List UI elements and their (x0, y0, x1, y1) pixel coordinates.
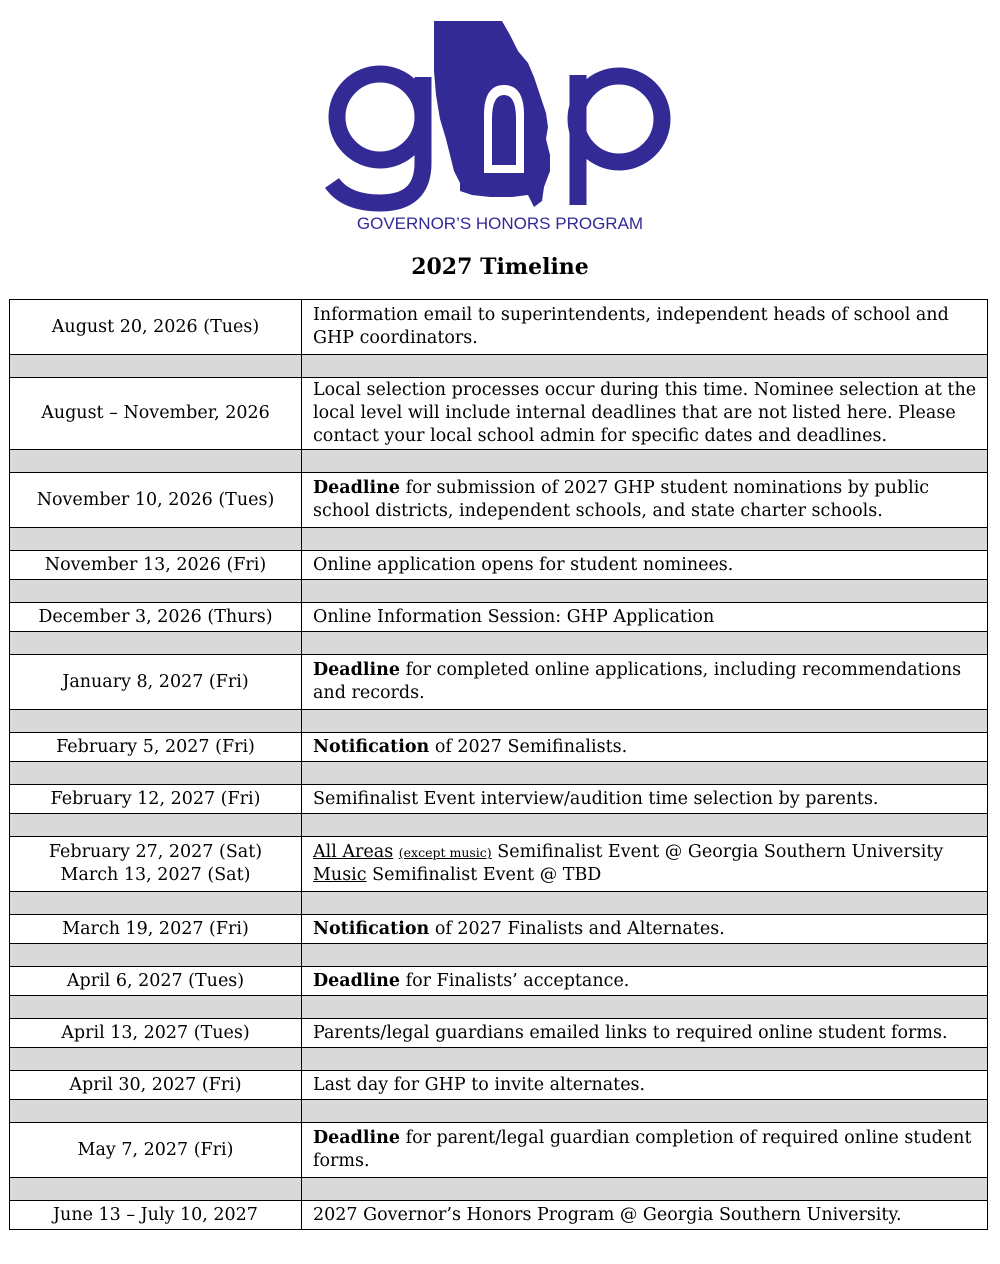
timeline-row (10, 551, 988, 580)
all-areas-label: All Areas (313, 842, 394, 862)
timeline-date (10, 733, 302, 762)
description-text: Last day for GHP to invite alternates. (313, 1074, 646, 1095)
timeline-description (302, 655, 988, 710)
timeline-description (302, 378, 988, 450)
timeline-description (302, 785, 988, 814)
spacer-row (10, 450, 988, 473)
timeline-row (10, 300, 988, 355)
timeline-description (302, 1071, 988, 1100)
description-lead: Notification (313, 918, 430, 939)
spacer-row (10, 1100, 988, 1123)
timeline-date (10, 603, 302, 632)
timeline-description (302, 1201, 988, 1230)
timeline-date (10, 837, 302, 892)
timeline-description (302, 551, 988, 580)
page-title: 2027 Timeline (411, 254, 589, 280)
date-text: December 3, 2026 (Thurs) (38, 606, 273, 627)
music-label: Music (313, 865, 367, 885)
timeline-description (302, 733, 988, 762)
spacer-row (10, 996, 988, 1019)
timeline-date (10, 655, 302, 710)
timeline-row (10, 837, 988, 892)
spacer-cell (302, 355, 988, 378)
timeline-date (10, 967, 302, 996)
spacer-cell (10, 710, 302, 733)
timeline-date (10, 551, 302, 580)
timeline-date (10, 1019, 302, 1048)
timeline-description (302, 967, 988, 996)
timeline-date (10, 300, 302, 355)
timeline-description (302, 603, 988, 632)
timeline-row (10, 378, 988, 450)
date-text: November 10, 2026 (Tues) (36, 489, 275, 510)
date-text: February 5, 2027 (Fri) (56, 736, 255, 757)
description-text: Semifinalist Event interview/audition time selection by parents. (313, 788, 879, 809)
description-lead: Deadline (313, 1128, 401, 1148)
program-name: GOVERNOR’S HONORS PROGRAM (356, 214, 644, 233)
spacer-row (10, 710, 988, 733)
spacer-cell (10, 1100, 302, 1123)
date-text-2: March 13, 2027 (Sat) (60, 865, 251, 885)
date-text: August 20, 2026 (Tues) (51, 316, 260, 337)
spacer-cell (10, 996, 302, 1019)
description-text-2: Semifinalist Event @ TBD (366, 865, 602, 885)
spacer-row (10, 580, 988, 603)
date-text: March 19, 2027 (Fri) (62, 918, 249, 939)
timeline-date (10, 1071, 302, 1100)
timeline-row (10, 785, 988, 814)
description-lead: Deadline (313, 970, 401, 991)
date-text: April 6, 2027 (Tues) (66, 970, 245, 991)
description-text: for completed online applications, including recommendations and records. (313, 660, 962, 703)
spacer-cell (302, 528, 988, 551)
description-text: Local selection processes occur during this time. Nominee selection at the local level will include internal deadlines that are not listed here. Please contact your local school admin for specific dates and deadlines. (313, 380, 977, 446)
spacer-cell (302, 996, 988, 1019)
date-text: April 30, 2027 (Fri) (69, 1074, 242, 1095)
timeline-description (302, 473, 988, 528)
spacer-cell (302, 814, 988, 837)
date-text: May 7, 2027 (Fri) (77, 1139, 234, 1160)
timeline-date (10, 378, 302, 450)
timeline-row (10, 655, 988, 710)
date-text: February 27, 2027 (Sat) (48, 842, 263, 862)
description-text: Online Information Session: GHP Application (313, 606, 715, 627)
spacer-row (10, 814, 988, 837)
spacer-cell (10, 632, 302, 655)
spacer-cell (302, 450, 988, 473)
description-text: Parents/legal guardians emailed links to required online student forms. (313, 1022, 948, 1043)
spacer-cell (10, 450, 302, 473)
spacer-row (10, 892, 988, 915)
timeline-date (10, 785, 302, 814)
timeline-date (10, 915, 302, 944)
date-text: February 12, 2027 (Fri) (50, 788, 261, 809)
spacer-row (10, 528, 988, 551)
spacer-cell (302, 632, 988, 655)
description-text: of 2027 Finalists and Alternates. (429, 918, 725, 939)
spacer-cell (302, 1100, 988, 1123)
spacer-cell (302, 762, 988, 785)
timeline-row (10, 603, 988, 632)
spacer-row (10, 762, 988, 785)
description-lead: Notification (313, 736, 430, 757)
timeline-description (302, 915, 988, 944)
spacer-cell (302, 892, 988, 915)
timeline-row (10, 1019, 988, 1048)
timeline-row (10, 1071, 988, 1100)
timeline-row (10, 733, 988, 762)
except-music-note: (except music) (398, 845, 492, 860)
spacer-cell (10, 1048, 302, 1071)
description-text: of 2027 Semifinalists. (429, 736, 628, 757)
spacer-cell (10, 892, 302, 915)
spacer-cell (10, 762, 302, 785)
spacer-row (10, 1178, 988, 1201)
spacer-cell (302, 1048, 988, 1071)
timeline-description (302, 837, 988, 892)
timeline-description (302, 300, 988, 355)
spacer-cell (10, 1178, 302, 1201)
timeline-description (302, 1019, 988, 1048)
spacer-cell (302, 944, 988, 967)
date-text: June 13 – July 10, 2027 (53, 1204, 258, 1225)
description-lead: Deadline (313, 478, 401, 498)
spacer-row (10, 944, 988, 967)
timeline-date (10, 1201, 302, 1230)
spacer-cell (10, 528, 302, 551)
date-text: April 13, 2027 (Tues) (61, 1022, 250, 1043)
description-lead: Deadline (313, 660, 401, 680)
spacer-cell (302, 580, 988, 603)
description-text: for parent/legal guardian completion of required online student forms. (313, 1128, 972, 1171)
ghp-logo (322, 15, 678, 235)
description-text: for Finalists’ acceptance. (400, 970, 630, 991)
spacer-cell (10, 944, 302, 967)
timeline-row (10, 967, 988, 996)
description-text: for submission of 2027 GHP student nominations by public school districts, independent schools, and state charter schools. (313, 478, 930, 521)
timeline-row (10, 1123, 988, 1178)
timeline-date (10, 1123, 302, 1178)
timeline-row (10, 1201, 988, 1230)
description-text: 2027 Governor’s Honors Program @ Georgia Southern University. (313, 1204, 902, 1225)
spacer-cell (10, 355, 302, 378)
description-text: Information email to superintendents, independent heads of school and GHP coordinators. (313, 305, 949, 348)
spacer-cell (302, 1178, 988, 1201)
timeline-row (10, 915, 988, 944)
spacer-cell (10, 814, 302, 837)
spacer-cell (302, 710, 988, 733)
date-text: January 8, 2027 (Fri) (62, 671, 249, 692)
spacer-row (10, 632, 988, 655)
spacer-cell (10, 580, 302, 603)
description-text: Semifinalist Event @ Georgia Southern University (491, 842, 944, 862)
timeline-date (10, 473, 302, 528)
description-text: Online application opens for student nominees. (313, 554, 734, 575)
timeline-row (10, 473, 988, 528)
timeline-description (302, 1123, 988, 1178)
date-text: November 13, 2026 (Fri) (44, 554, 267, 575)
date-text: August – November, 2026 (41, 403, 270, 423)
spacer-row (10, 1048, 988, 1071)
spacer-row (10, 355, 988, 378)
timeline-table (9, 299, 988, 1230)
